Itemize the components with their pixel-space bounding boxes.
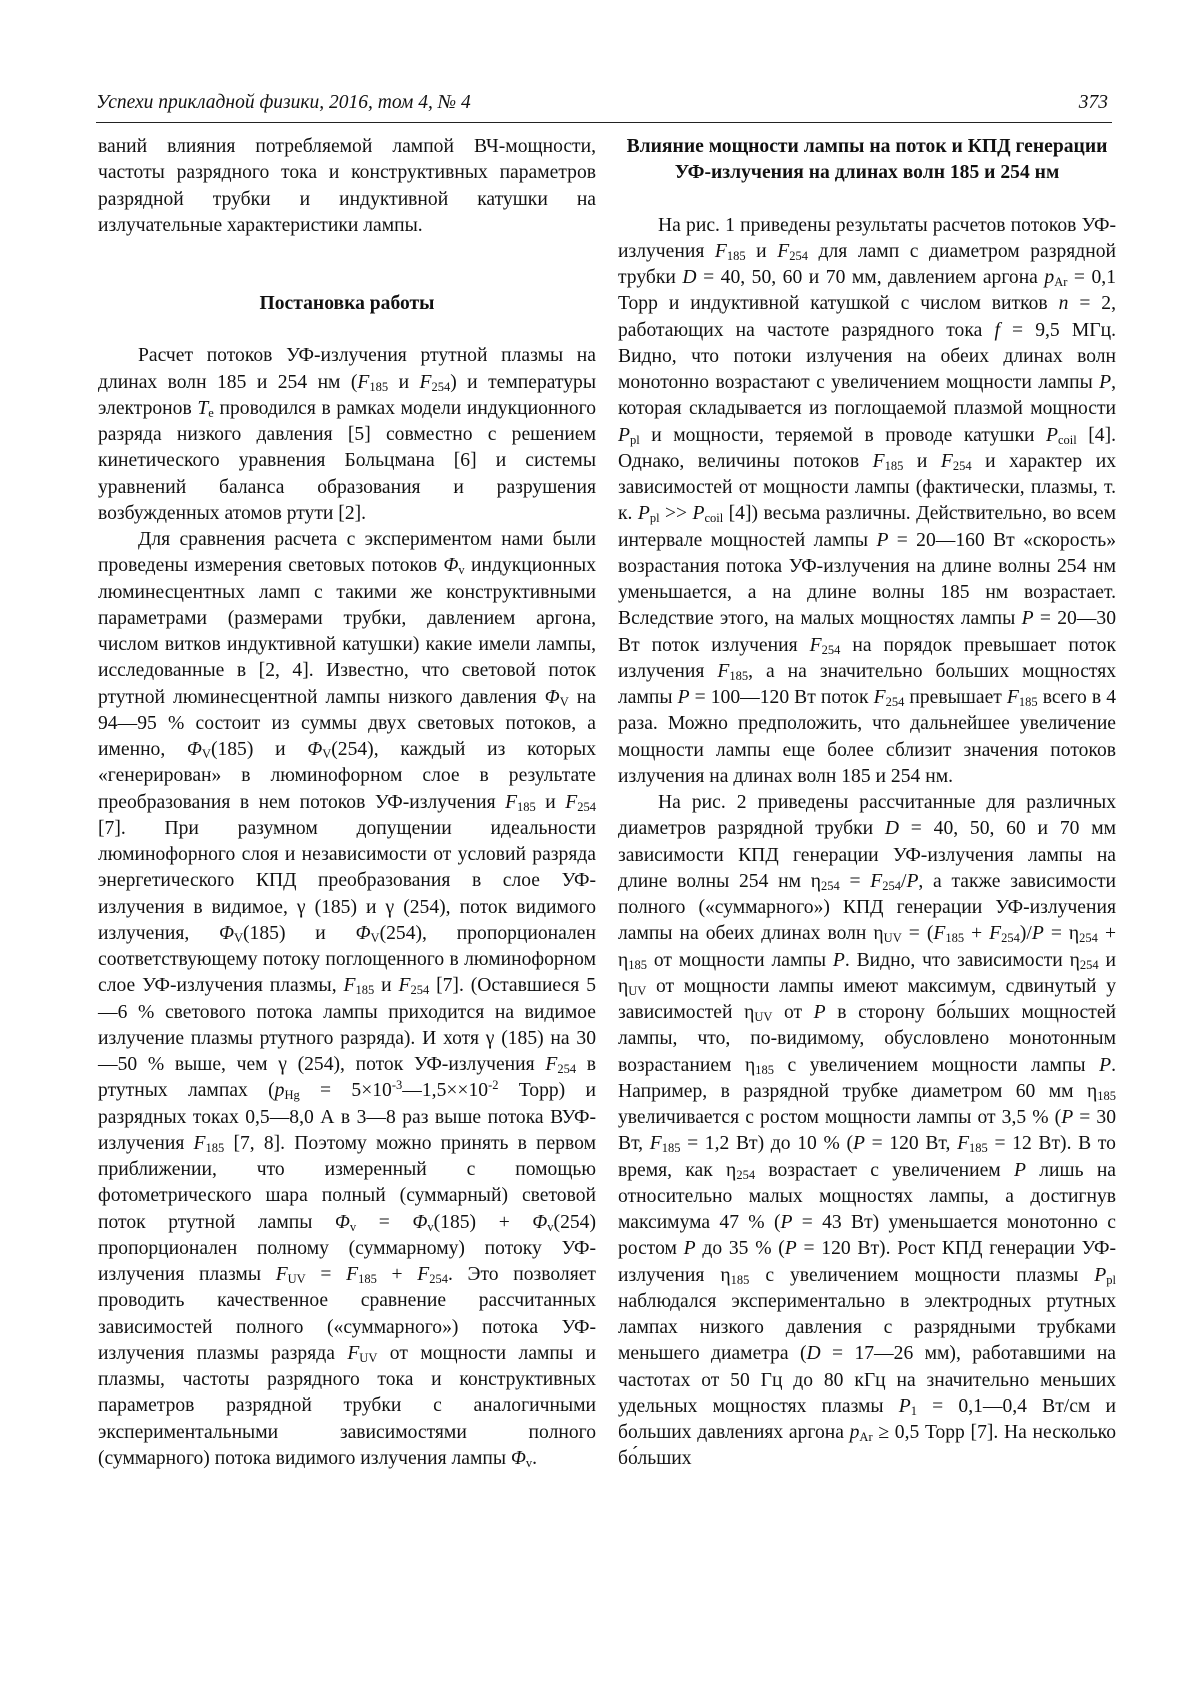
left-column: [98, 134, 596, 1472]
paragraph: На рис. 1 приведены результаты расчетов потоков УФ-излучения $F_{185}$ и $F_{254}$ для ламп с диаметром разрядной трубки D = 40, 50, 60 и 70 мм, давлением аргона $p_{Ar} = 0,1$ Торр и индуктивной катушкой с числом витков n = 2, работающих на частоте разрядного тока f = 9,5 МГц. Видно, что потоки излучения на обеих длинах волн монотонно возрастают с увеличением мощности лампы P, которая складывается из поглощаемой плазмой мощности $P_{pl}$ и мощности, теряемой в проводе катушки $P_{coil}$ [4]. Однако, величины потоков $F_{185}$ и $F_{254}$ и характер их зависимостей от мощности лампы (фактически, плазмы, т. к. $P_{pl} >> P_{coil}$ [4]) весьма различны. Действительно, во всем интервале мощностей лампы P = 20—160 Вт «скорость» возрастания потока УФ-излучения на длине волны 254 нм уменьшается, а на длине волны 185 нм возрастает. Вследствие этого, на малых мощностях лампы P = 20—30 Вт поток излучения $F_{254}$ на порядок превышает поток излучения $F_{185}$, а на значительно больших мощностях лампы P = 100—120 Вт поток $F_{254}$ превышает $F_{185}$ всего в 4 раза. Можно предположить, что дальнейшее увеличение мощности лампы еще более сблизит значения потоков излучения на длинах волн 185 и 254 нм.: [618, 214, 1117, 787]
right-column: [618, 134, 1116, 1473]
journal-title: Успехи прикладной физики, 2016, том 4, № 4: [96, 92, 471, 113]
section-heading: Влияние мощности лампы на поток и КПД генерации УФ-излучения на длинах волн 185 и 254 нм: [626, 136, 1108, 184]
paragraph: Для сравнения расчета с экспериментом нами были проведены измерения световых потоков $\Phi_v$ индукционных люминесцентных ламп с такими же конструктивными параметрами (размерами трубки, давлением аргона, числом витков индуктивной катушки) какие имели лампы, исследованные в [2, 4]. Известно, что световой поток ртутной люминесцентной лампы низкого давления $\Phi_V$ на 94—95 % состоит из суммы двух световых потоков, а именно, $\Phi_V(185)$ и $\Phi_V(254)$, каждый из которых «генерирован» в люминофорном слое в результате преобразования в нем потоков УФ-излучения $F_{185}$ и $F_{254}$ [7]. При разумном допущении идеальности люминофорного слоя и независимости от условий разряда энергетического КПД преобразования в слое УФ-излучения в видимое, γ (185) и γ (254), поток видимого излучения, $\Phi_V(185)$ и $\Phi_V(254)$, пропорционален соответствующему потоку поглощенного в люминофорном слое УФ-излучения плазмы, $F_{185}$ и $F_{254}$ [7]. (Оставшиеся 5—6 % светового потока лампы приходится на видимое излучение плазмы ртутного разряда). И хотя γ (185) на 30—50 % выше, чем γ (254), поток УФ-излучения $F_{254}$ в ртутных лампах ($p_{Hg}$ = $5\times 10^{-3}—1,5\times\times 10^{-2}$ Торр) и разрядных токах 0,5—8,0 А в 3—8 раз выше потока ВУФ-излучения $F_{185}$ [7, 8]. Поэтому можно принять в первом приближении, что измеренный с помощью фотометрического шара полный (суммарный) световой поток ртутной лампы $\Phi_v = \Phi_v(185) + \Phi_v(254)$ пропорционален полному (суммарному) потоку УФ-излучения плазмы $F_{UV} = F_{185} + F_{254}$. Это позволяет проводить качественное сравнение рассчитанных зависимостей полного («суммарного») потока УФ-излучения плазмы разряда $F_{UV}$ от мощности лампы и плазмы, частоты разрядного тока и конструктивных параметров разрядной трубки с аналогичными экспериментальными зависимостями полного (суммарного) потока видимого излучения лампы $\Phi_v$.: [98, 529, 597, 1470]
page-number: 373: [1078, 92, 1108, 113]
section-heading: Постановка работы: [259, 293, 435, 314]
paragraph: Расчет потоков УФ-излучения ртутной плазмы на длинах волн 185 и 254 нм ($F_{185}$ и $F_{254}$) и температуры электронов $T_e$ проводился в рамках модели индукционного разряда низкого давления [5] совместно с решением кинетического уравнения Больцмана [6] и системы уравнений баланса образования и разрушения возбужденных атомов ртути [2].: [98, 345, 596, 524]
paragraph: ваний влияния потребляемой лампой ВЧ-мощности, частоты разрядного тока и конструктивных параметров разрядной трубки и индуктивной катушки на излучательные характеристики лампы.: [98, 136, 596, 236]
paragraph: На рис. 2 приведены рассчитанные для различных диаметров разрядной трубки D = 40, 50, 60 и 70 мм зависимости КПД генерации УФ-излучения лампы на длине волны 254 нм $\eta_{254} = F_{254}/P$, а также зависимости полного («суммарного») КПД генерации УФ-излучения лампы на обеих длинах волн $\eta_{UV} = (F_{185} + F_{254})/P = \eta_{254} + \eta_{185}$ от мощности лампы P. Видно, что зависимости $\eta_{254}$ и $\eta_{UV}$ от мощности лампы имеют максимум, сдвинутый у зависимостей $\eta_{UV}$ от P в сторону бо́льших мощностей лампы, что, по-видимому, обусловлено монотонным возрастанием $\eta_{185}$ с увеличением мощности лампы P. Например, в разрядной трубке диаметром 60 мм $\eta_{185}$ увеличивается с ростом мощности лампы от 3,5 % (P = 30 Вт, $F_{185} = 1,2$ Вт) до 10 % (P = 120 Вт, $F_{185} = 12$ Вт). В то время, как $\eta_{254}$ возрастает с увеличением P лишь на относительно малых мощностях лампы, а достигнув максимума 47 % (P = 43 Вт) уменьшается монотонно с ростом P до 35 % (P = 120 Вт). Рост КПД генерации УФ-излучения $\eta_{185}$ с увеличением мощности плазмы $P_{pl}$ наблюдался экспериментально в электродных ртутных лампах низкого давления с разрядными трубками меньшего диаметра (D = 17—26 мм), работавшими на частотах от 50 Гц до 80 кГц на значительно меньших удельных мощностях плазмы $P_1$ = 0,1—0,4 Вт/см и больших давлениях аргона $p_{Ar} \ge 0,5$ Торр [7]. На несколько бо́льших: [618, 792, 1116, 1470]
running-header: [96, 92, 1112, 123]
